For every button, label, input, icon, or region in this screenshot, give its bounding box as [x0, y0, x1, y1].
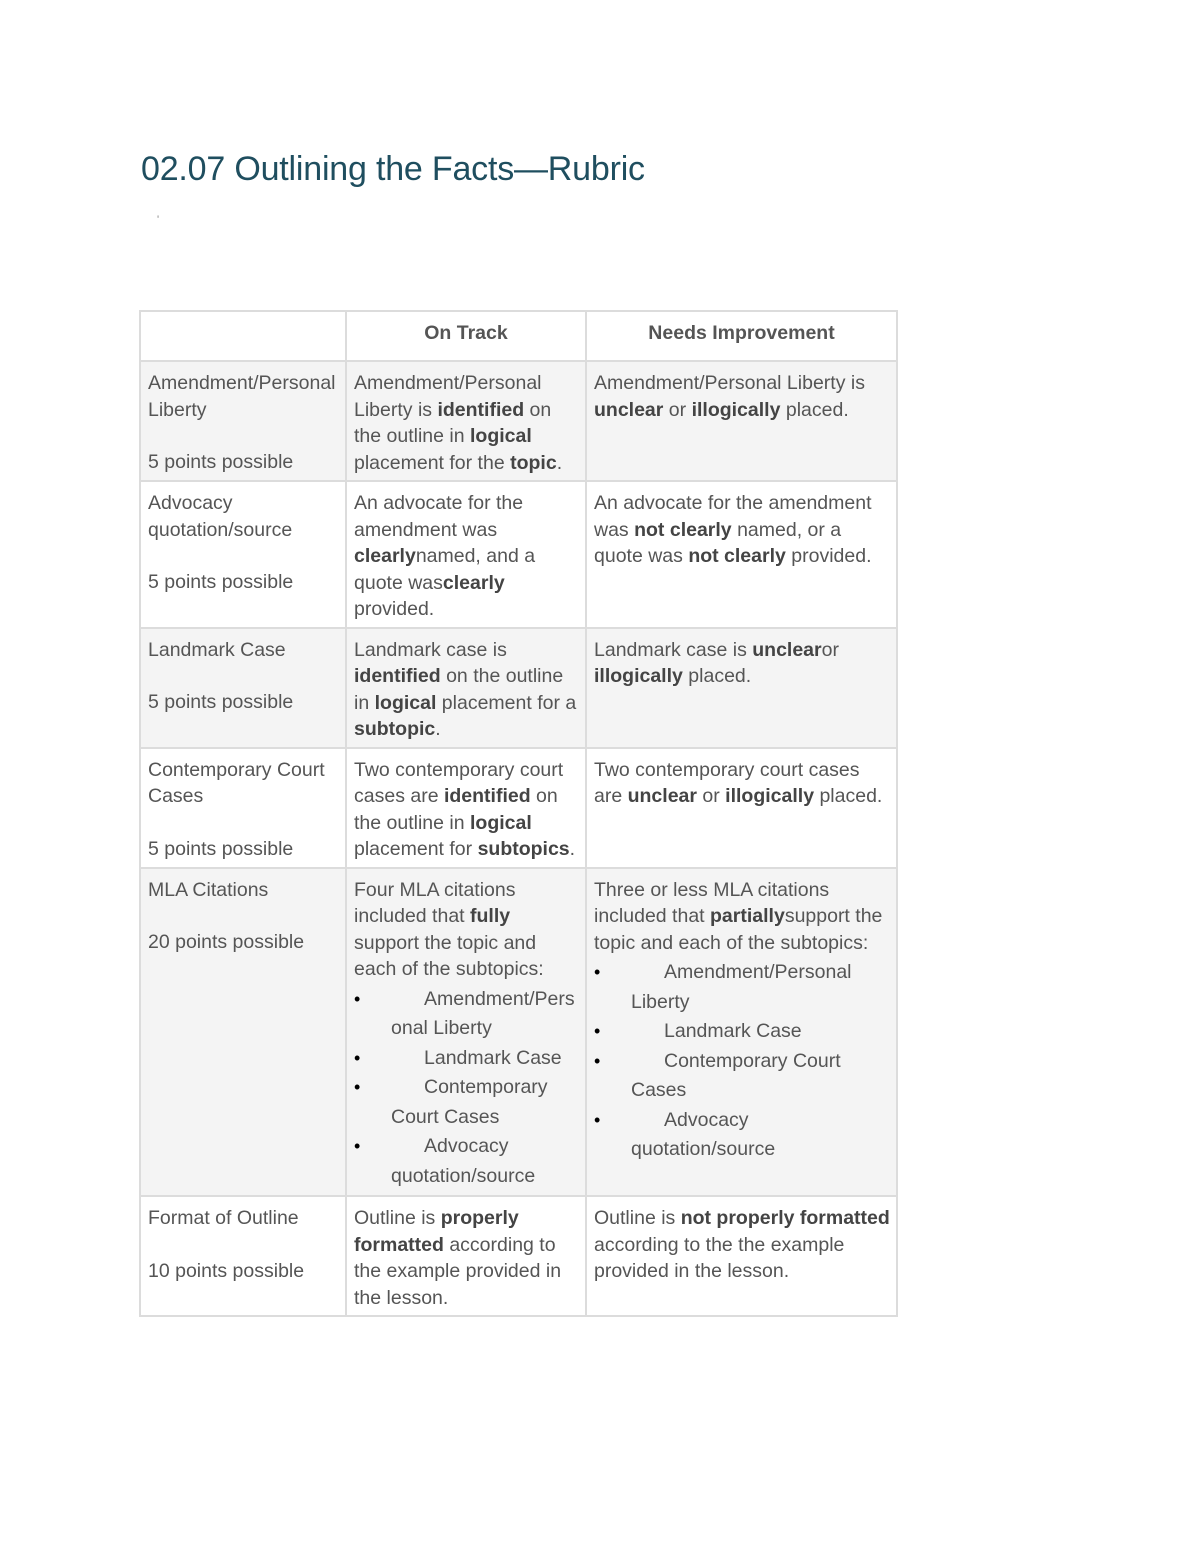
- table-row: [140, 361, 897, 481]
- header-needs-improvement: Needs Improvement: [586, 311, 897, 361]
- descriptor-text: Outline is: [354, 1207, 441, 1229]
- emphasis-text: subtopic: [354, 718, 436, 740]
- descriptor-text: support the topic and each of the subtopics:: [594, 905, 883, 954]
- needs-improvement-cell: [586, 628, 897, 748]
- emphasis-text: clearly: [354, 545, 416, 567]
- criterion-points: 10 points possible: [148, 1259, 305, 1282]
- descriptor-text: on the outline in: [354, 665, 564, 714]
- emphasis-text: identified: [354, 665, 441, 687]
- descriptor-text: placement for the: [354, 451, 511, 474]
- criterion-name: Landmark Case: [148, 638, 286, 661]
- descriptor-text: on the outline in: [354, 398, 552, 447]
- descriptor-text: Amendment/Personal Liberty is: [594, 372, 865, 394]
- list-item: • Landmark Case: [354, 1044, 579, 1074]
- descriptor-text: named, or a quote was: [594, 518, 842, 567]
- descriptor-text: on the outline in: [354, 785, 558, 834]
- bullet-icon: •: [354, 988, 361, 1009]
- emphasis-text: partially: [710, 905, 785, 927]
- descriptor-text: Outline is: [594, 1207, 681, 1229]
- on-track-cell: [346, 868, 586, 1197]
- emphasis-text: fully: [470, 905, 511, 927]
- emphasis-text: not clearly: [634, 518, 732, 541]
- descriptor-text: or: [821, 638, 839, 661]
- header-on-track: On Track: [346, 311, 586, 361]
- citation-topic-list: [354, 985, 579, 1192]
- descriptor-text: according to the the example provided in the lesson.: [594, 1233, 845, 1282]
- table-row: [140, 748, 897, 868]
- emphasis-text: not clearly: [688, 545, 786, 567]
- descriptor-text: Amendment/Personal Liberty is: [354, 372, 542, 421]
- needs-improvement-cell: [586, 1196, 897, 1316]
- descriptor-text: Two contemporary court cases are: [354, 758, 564, 807]
- criterion-name: Format of Outline: [148, 1207, 299, 1229]
- descriptor-text: Four MLA citations included that: [354, 878, 516, 927]
- criterion-cell: [140, 628, 346, 748]
- emphasis-text: logical: [470, 811, 532, 834]
- header-criteria: [140, 311, 346, 361]
- list-item: • Contemporary Court Cases: [354, 1073, 579, 1132]
- criterion-cell: [140, 748, 346, 868]
- descriptor-text: An advocate for the amendment was: [594, 492, 872, 541]
- emphasis-text: identified: [437, 398, 525, 421]
- descriptor-text: placed.: [682, 665, 752, 687]
- descriptor-text: or: [696, 785, 726, 807]
- descriptor-text: .: [435, 718, 441, 740]
- descriptor-text: named, and a quote was: [354, 545, 536, 594]
- bullet-icon: •: [594, 1050, 601, 1071]
- criterion-points: 5 points possible: [148, 837, 294, 860]
- bullet-icon: •: [594, 1021, 601, 1041]
- on-track-cell: [346, 1196, 586, 1316]
- needs-improvement-cell: [586, 868, 897, 1197]
- needs-improvement-cell: [586, 361, 897, 481]
- table-row: [140, 628, 897, 748]
- emphasis-text: unclear: [594, 398, 664, 421]
- criterion-name: Contemporary Court Cases: [148, 758, 325, 807]
- table-row: [140, 481, 897, 628]
- descriptor-text: placement for a: [436, 691, 577, 714]
- bullet-icon: •: [594, 1109, 601, 1130]
- list-item: • Advocacy quotation/source: [354, 1132, 579, 1191]
- descriptor-text: Landmark case is: [594, 638, 753, 661]
- emphasis-text: illogically: [691, 398, 781, 421]
- criterion-name: Amendment/Personal Liberty: [148, 372, 336, 421]
- descriptor-text: placed.: [814, 785, 883, 807]
- on-track-cell: [346, 628, 586, 748]
- descriptor-text: or: [663, 398, 692, 421]
- descriptor-text: provided.: [354, 598, 435, 620]
- descriptor-text: provided.: [785, 545, 872, 567]
- descriptor-text: .: [569, 838, 576, 860]
- criterion-name: Advocacy quotation/source: [148, 492, 293, 541]
- descriptor-text: An advocate for the amendment was: [354, 492, 524, 541]
- bullet-icon: •: [354, 1136, 361, 1156]
- on-track-cell: [346, 748, 586, 868]
- emphasis-text: clearly: [442, 571, 505, 594]
- criterion-points: 20 points possible: [148, 931, 305, 953]
- criterion-cell: [140, 868, 346, 1197]
- bullet-icon: •: [354, 1047, 361, 1068]
- emphasis-text: illogically: [725, 785, 815, 807]
- bullet-icon: •: [354, 1077, 361, 1097]
- list-item: • Amendment/Personal Liberty: [594, 958, 890, 1017]
- emphasis-text: unclear: [627, 785, 697, 807]
- emphasis-text: topic: [510, 451, 557, 474]
- emphasis-text: not properly formatted: [680, 1207, 890, 1229]
- table-row: [140, 868, 897, 1197]
- page-title: 02.07 Outlining the Facts—Rubric: [141, 150, 645, 188]
- criterion-name: MLA Citations: [148, 878, 269, 901]
- on-track-cell: [346, 481, 586, 628]
- emphasis-text: logical: [470, 425, 532, 447]
- emphasis-text: unclear: [752, 638, 822, 661]
- emphasis-text: logical: [374, 691, 437, 714]
- descriptor-text: placement for: [354, 838, 478, 860]
- descriptor-text: .: [556, 451, 563, 474]
- citation-topic-list: [594, 958, 890, 1165]
- emphasis-text: identified: [443, 785, 531, 807]
- needs-improvement-cell: [586, 748, 897, 868]
- list-item: • Landmark Case: [594, 1017, 890, 1047]
- emphasis-text: illogically: [594, 665, 683, 687]
- descriptor-text: Three or less MLA citations included that: [594, 878, 830, 927]
- on-track-cell: [346, 361, 586, 481]
- header-row: [140, 311, 897, 361]
- criterion-points: 5 points possible: [148, 451, 294, 473]
- emphasis-text: subtopics: [477, 838, 570, 860]
- criterion-points: 5 points possible: [148, 691, 294, 713]
- criterion-cell: [140, 1196, 346, 1316]
- rubric-table: [139, 310, 898, 1317]
- descriptor-text: Two contemporary court cases are: [594, 758, 860, 807]
- list-item: • Advocacy quotation/source: [594, 1106, 890, 1165]
- stray-mark: ': [157, 214, 160, 226]
- descriptor-text: support the topic and each of the subtopics:: [354, 931, 544, 980]
- emphasis-text: properly formatted: [354, 1207, 519, 1256]
- descriptor-text: Landmark case is: [354, 638, 507, 661]
- list-item: • Amendment/Personal Liberty: [354, 985, 579, 1044]
- needs-improvement-cell: [586, 481, 897, 628]
- list-item: • Contemporary Court Cases: [594, 1047, 890, 1106]
- bullet-icon: •: [594, 962, 601, 982]
- descriptor-text: placed.: [780, 398, 849, 421]
- criterion-cell: [140, 481, 346, 628]
- criterion-points: 5 points possible: [148, 571, 294, 593]
- descriptor-text: according to the example provided in the lesson.: [354, 1233, 562, 1309]
- table-row: [140, 1196, 897, 1316]
- criterion-cell: [140, 361, 346, 481]
